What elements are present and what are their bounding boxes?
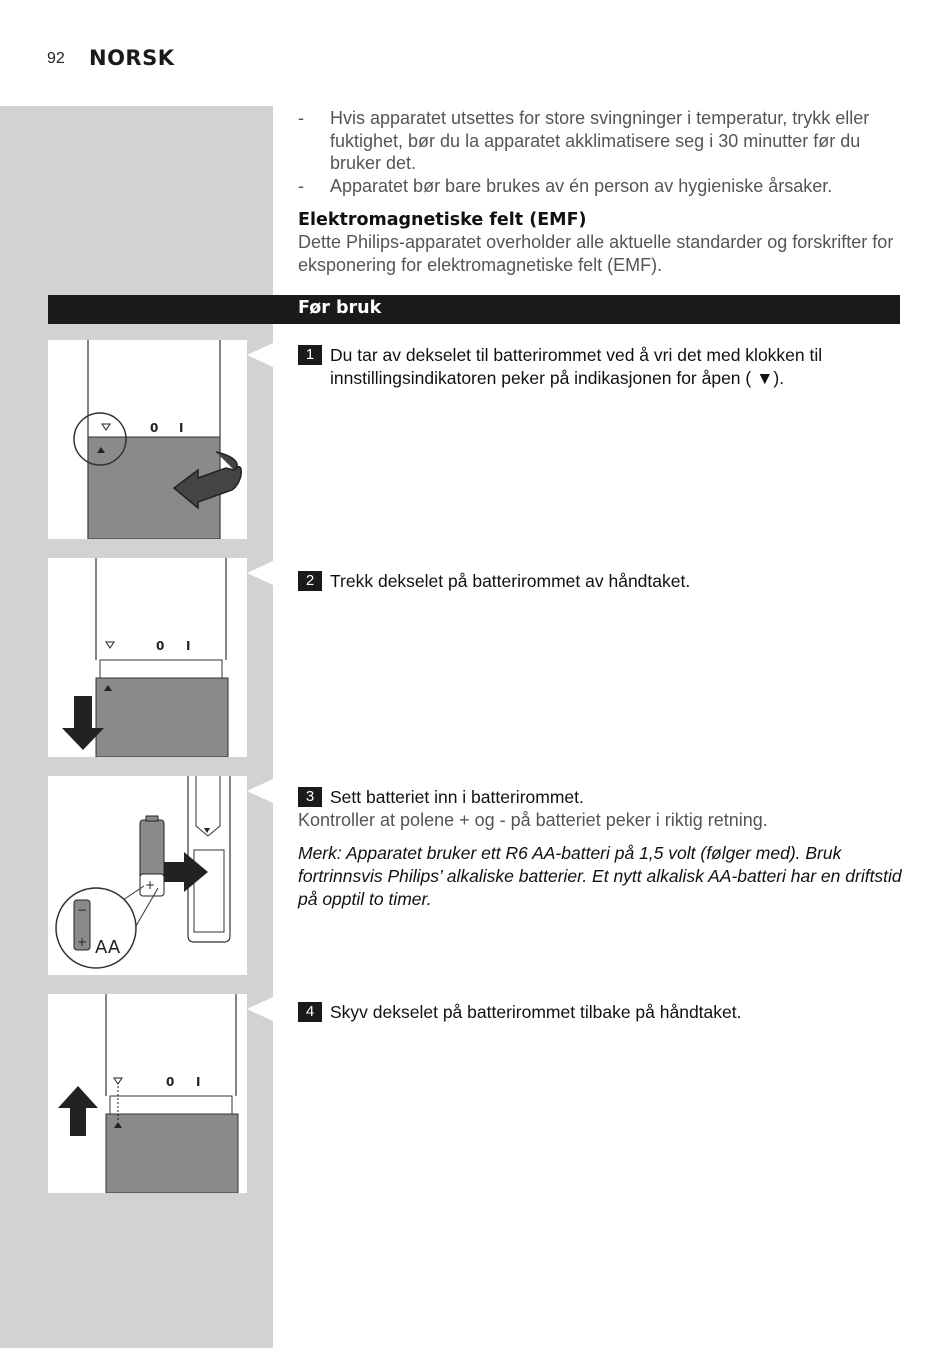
battery-size-label: AA (95, 937, 121, 958)
step-4-pointer (247, 997, 273, 1021)
section-bar (48, 295, 900, 324)
battery-minus-label: − (77, 903, 88, 917)
step-1-illustration (48, 340, 247, 539)
step-note: Merk: Apparatet bruker ett R6 AA-batteri på 1,5 volt (følger med). Bruk fortrinnsvis Philips’ alkaliske batterier. Et nytt alkalisk AA-batteri har en driftstid på opptil to timer. (298, 842, 902, 909)
step-2-pointer (247, 561, 273, 585)
step-1-pointer (247, 343, 273, 367)
step-number-badge: 4 (298, 1002, 322, 1022)
intro-block (298, 107, 908, 276)
bullet-dash: - (298, 175, 304, 196)
step-text: Trekk dekselet på batterirommet av håndtaket. (330, 571, 691, 591)
language-heading: NORSK (89, 46, 175, 70)
bullet-item (298, 107, 908, 175)
battery-plus-label: + (145, 878, 156, 892)
marker-one: I (179, 421, 184, 435)
step-number-badge: 3 (298, 787, 322, 807)
pull-cover-drawing (48, 558, 247, 757)
step-4 (298, 1001, 903, 1024)
emf-heading: Elektromagnetiske felt (EMF) (298, 210, 587, 230)
page-number: 92 (47, 50, 65, 67)
push-cover-drawing (48, 994, 247, 1193)
marker-one: I (196, 1075, 201, 1089)
bullet-text: Hvis apparatet utsettes for store svingninger i temperatur, trykk eller fuktighet, bør du la apparatet akklimatisere seg i 30 minutter før du bruker det. (330, 108, 870, 173)
step-3-pointer (247, 779, 273, 803)
bullet-text: Apparatet bør bare brukes av én person av hygieniske årsaker. (330, 175, 833, 196)
step-text: Du tar av dekselet til batterirommet ved å vri det med klokken til innstillingsindikatoren peker på indikasjonen for åpen ( ▼). (330, 345, 823, 388)
bullet-dash: - (298, 108, 304, 128)
marker-zero: 0 (150, 421, 159, 435)
bullet-item (298, 175, 908, 198)
step-number-badge: 2 (298, 571, 322, 591)
step-3 (298, 786, 903, 911)
step-text: Sett batteriet inn i batterirommet. (330, 787, 584, 807)
step-text: Skyv dekselet på batterirommet tilbake på håndtaket. (330, 1002, 742, 1022)
step-2-illustration (48, 558, 247, 757)
insert-battery-drawing (48, 776, 247, 975)
step-4-illustration (48, 994, 247, 1193)
step-1 (298, 344, 903, 390)
step-2 (298, 570, 903, 593)
emf-text: Dette Philips-apparatet overholder alle aktuelle standarder og forskrifter for eksponering for elektromagnetiske felt (EMF). (298, 232, 894, 275)
rotate-cover-drawing (48, 340, 247, 539)
step-3-illustration (48, 776, 247, 975)
marker-zero: 0 (156, 639, 165, 653)
step-subtext: Kontroller at polene + og - på batteriet peker i riktig retning. (298, 810, 768, 830)
step-number-badge: 1 (298, 345, 322, 365)
marker-one: I (186, 639, 191, 653)
battery-plus-label: + (77, 935, 88, 949)
section-title: Før bruk (298, 298, 382, 318)
marker-zero: 0 (166, 1075, 175, 1089)
